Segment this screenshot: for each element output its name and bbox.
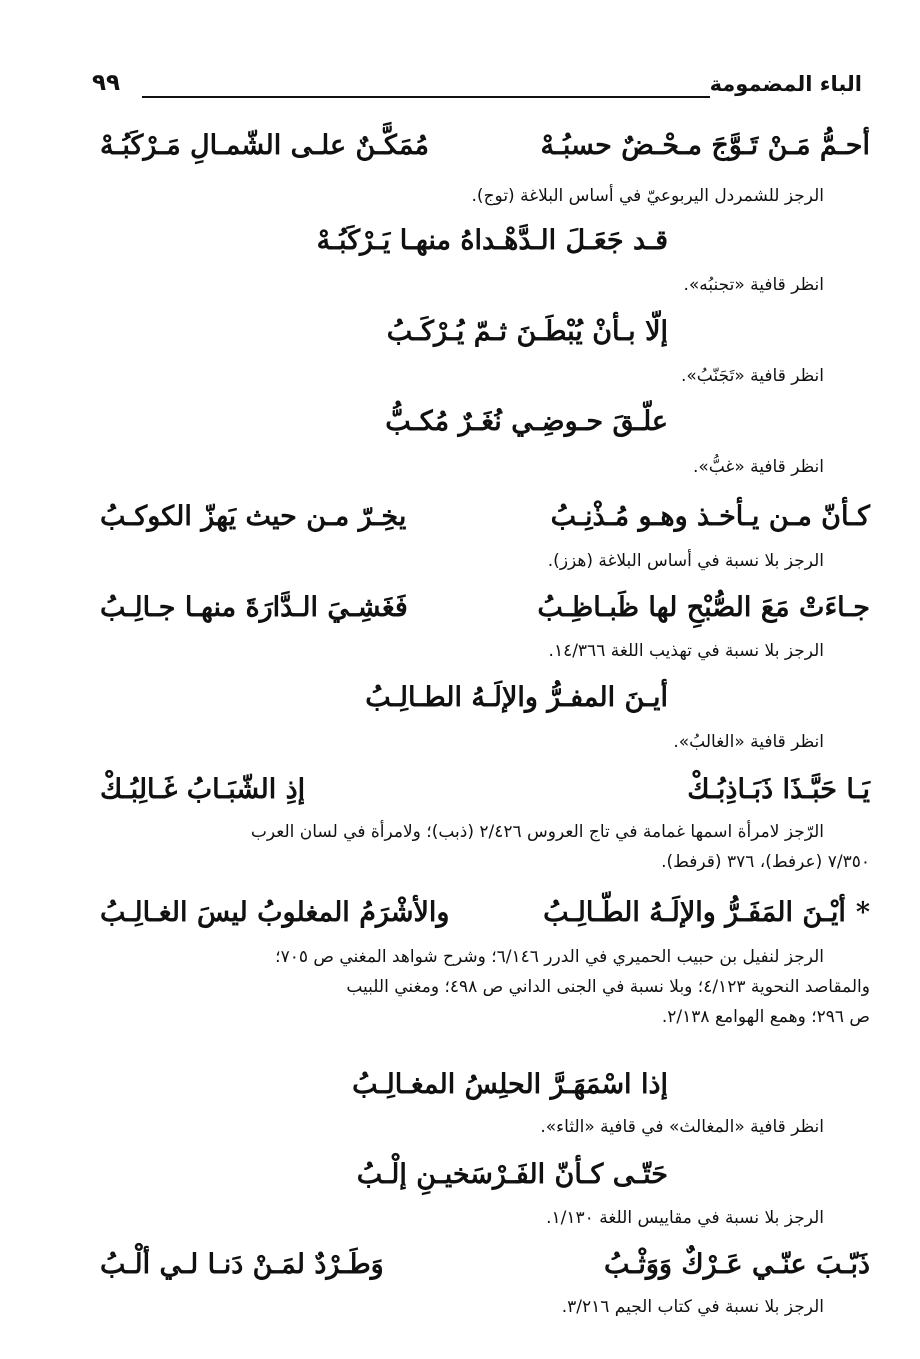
verse-line: إذا اسْمَهَـرَّ الحلِسُ المغـالِـبُ: [352, 1069, 668, 1100]
verse-line: أيـنَ المفـرُّ والإلَـهُ الطـالِـبُ: [365, 682, 668, 713]
verse-first-hemistich: كـأنّ مـن يـأخـذ وهـو مُـذْنِـبُ: [550, 501, 870, 532]
verse-source-note: [50, 942, 870, 1032]
verse-second-hemistich: فَغَشِـيَ الـدَّارَةَ منهـا جـالِـبُ: [100, 592, 408, 623]
verse-source-note: الرجز بلا نسبة في تهذيب اللغة ١٤/٣٦٦.: [548, 641, 824, 661]
new-verse-star: *: [855, 897, 870, 928]
header-rule: [142, 96, 710, 98]
note-line: ٧/٣٥٠ (عرفط)، ٣٧٦ (قرفط).: [661, 852, 870, 872]
verse-first-hemistich: *أيْـنَ المَفَـرُّ والإلَـهُ الطّـالِـبُ: [543, 897, 870, 928]
verse-source-note: انظر قافية «تَجَنّبُ».: [681, 366, 824, 386]
verse-line: حَتّـى كـأنّ الفَـرْسَخيـنِ إلْـبُ: [356, 1159, 668, 1190]
verse-line: إلّا بـأنْ يُبْطَـنَ ثـمّ يُـرْكَـبُ: [386, 316, 668, 347]
verse-second-hemistich: وَطَـرْدٌ لمَـنْ دَنـا لـي ألْـبُ: [100, 1249, 384, 1280]
verse-line: قـد جَعَـلَ الـدَّهْـداهُ منهـا يَـرْكَبُـهْ: [316, 225, 668, 256]
page-number: ٩٩: [92, 70, 121, 96]
verse-source-note: انظر قافية «تجنبُه».: [683, 275, 824, 295]
note-line: والمقاصد النحوية ٤/١٢٣؛ وبلا نسبة في الجنى الداني ص ٤٩٨؛ ومغني اللبيب: [346, 977, 870, 997]
verse-first-hemistich: ذَبّـبَ عنّـي عَـرْكٌ وَوَثْـبُ: [603, 1249, 870, 1280]
verse-second-hemistich: إذِ الشّبَـابُ غَـالِبُـكْ: [100, 774, 306, 805]
verse-source-note: الرجز بلا نسبة في مقاييس اللغة ١/١٣٠.: [546, 1208, 824, 1228]
note-line: ص ٢٩٦؛ وهمع الهوامع ٢/١٣٨.: [661, 1007, 870, 1027]
verse-first-hemistich: يَـا حَبَّـذَا ذَبَـاذِبُـكْ: [687, 774, 870, 805]
verse-source-note: انظر قافية «الغالبُ».: [673, 732, 824, 752]
verse-source-note: الرجز للشمردل اليربوعيّ في أساس البلاغة (توج).: [471, 186, 824, 206]
note-line: الرجز لنفيل بن حبيب الحميري في الدرر ٦/١٤٦؛ وشرح شواهد المغني ص ٧٠٥؛: [275, 947, 824, 967]
verse-source-note: [50, 817, 870, 877]
verse-first-hemistich: أحـمُّ مَـنْ تَـوَّجَ مـحْـضٌ حسبُـهْ: [540, 130, 870, 161]
verse-line: علّـقَ حـوضِـي نُغَـرٌ مُكـبُّ: [385, 406, 668, 437]
running-header-title: الباء المضمومة: [709, 72, 862, 96]
verse-source-note: الرجز بلا نسبة في كتاب الجيم ٣/٢١٦.: [561, 1297, 824, 1317]
verse-source-note: الرجز بلا نسبة في أساس البلاغة (هزز).: [547, 551, 824, 571]
note-line: الرّجز لامرأة اسمها غمامة في تاج العروس ٢/٤٢٦ (ذبب)؛ ولامرأة في لسان العرب: [250, 822, 824, 842]
verse-first-hemistich: جـاءَتْ مَعَ الصُّبْحِ لها ظَبـاظِـبُ: [537, 592, 870, 623]
verse-second-hemistich: والأشْرَمُ المغلوبُ ليسَ الغـالِـبُ: [100, 897, 450, 928]
verse-source-note: انظر قافية «غبُّ».: [692, 457, 824, 477]
verse-second-hemistich: مُمَكَّـنٌ علـى الشّمـالِ مَـرْكَبُـهْ: [100, 130, 429, 161]
verse-source-note: انظر قافية «المغالث» في قافية «الثاء».: [540, 1117, 824, 1137]
verse-second-hemistich: يخِـرّ مـن حيث يَهزّ الكوكـبُ: [100, 501, 407, 532]
